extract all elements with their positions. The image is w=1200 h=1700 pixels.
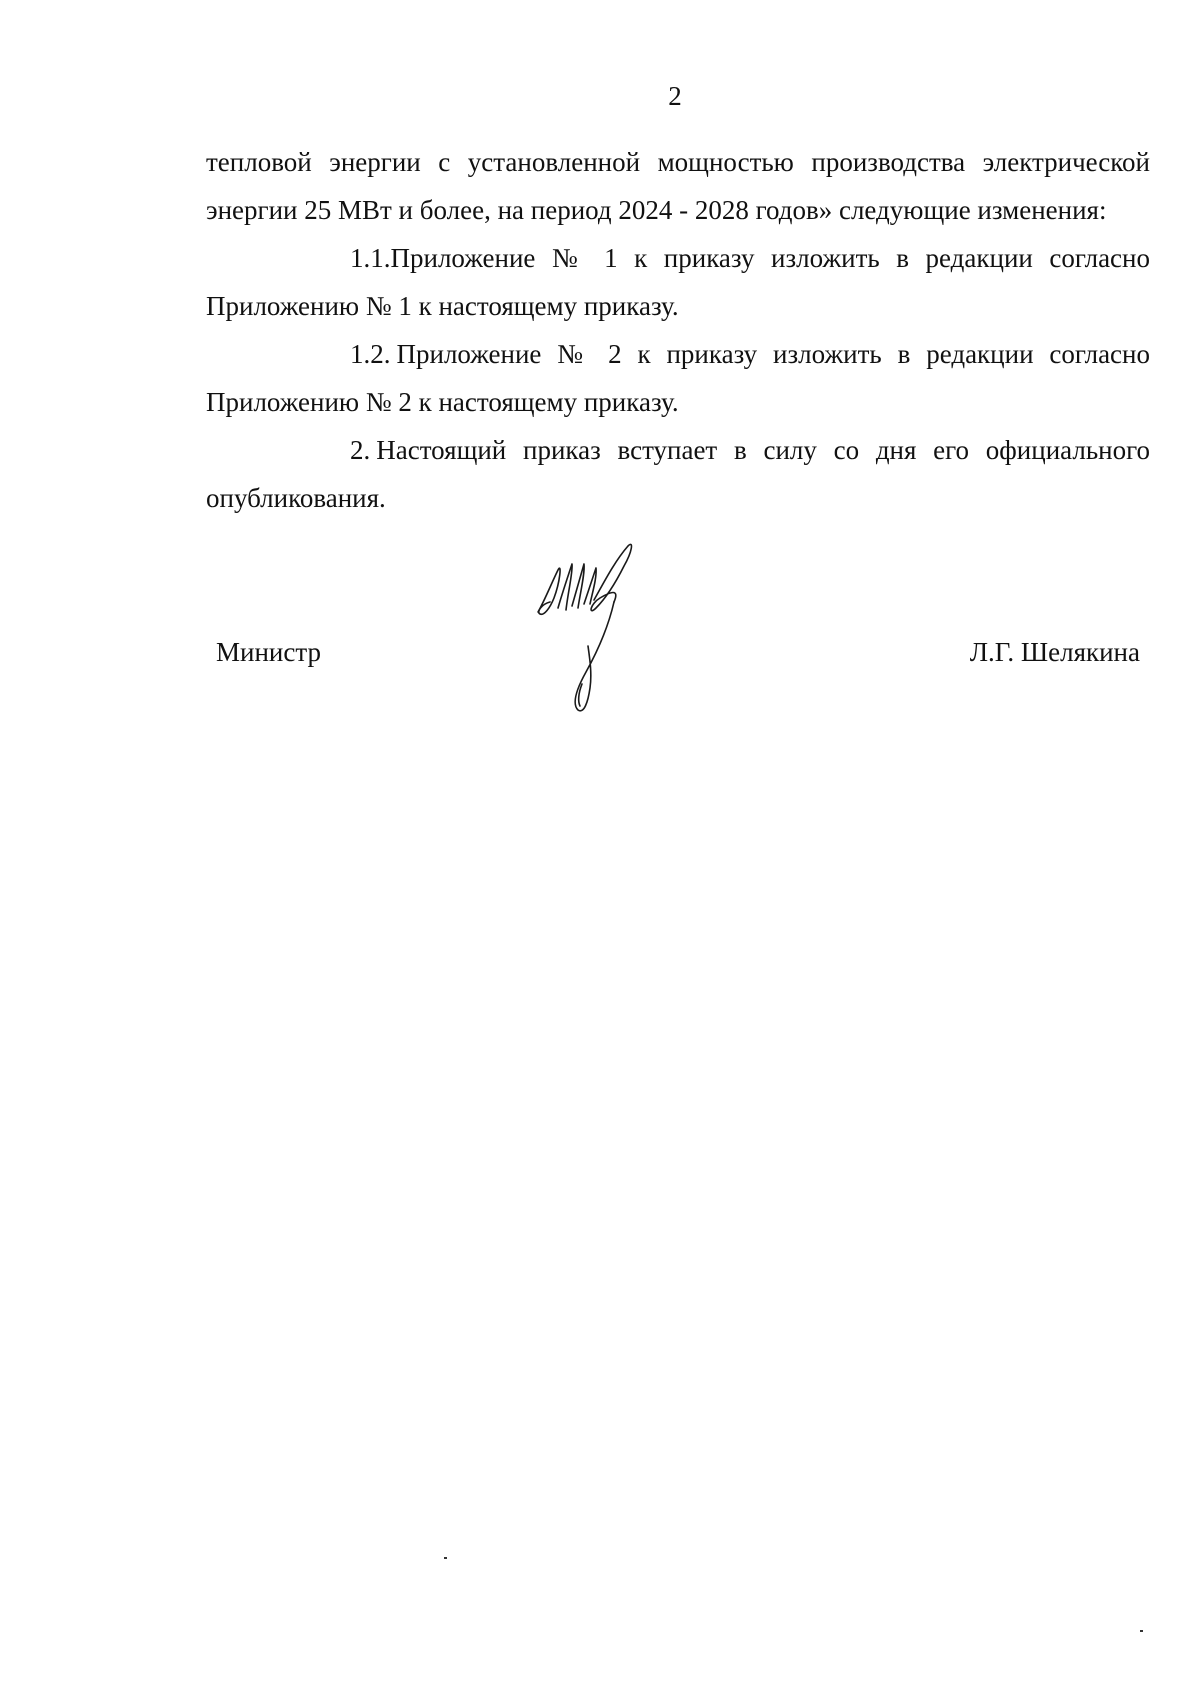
item-2-text: Настоящий приказ вступает в силу со дня его официального опубликования. — [206, 435, 1150, 513]
document-body — [206, 138, 1150, 522]
continuation-line-2: энергии 25 МВт и более, на период 2024 - 2028 годов» следующие изменения: — [206, 195, 1107, 225]
item-1-2-paragraph — [206, 330, 1150, 426]
item-2-number: 2. — [350, 435, 371, 465]
scan-speck-1 — [444, 1557, 447, 1559]
signer-title: Министр — [216, 637, 321, 667]
item-1-1-text: Приложение № 1 к приказу изложить в редакции согласно Приложению № 1 к настоящему приказу. — [206, 243, 1150, 321]
item-2-paragraph — [206, 426, 1150, 522]
item-1-1-paragraph — [206, 234, 1150, 330]
page-number: 2 — [668, 81, 682, 111]
item-1-2-text: Приложение № 2 к приказу изложить в редакции согласно Приложению № 2 к настоящему приказу. — [206, 339, 1150, 417]
scan-speck-2 — [1140, 1630, 1143, 1632]
signer-name: Л.Г. Шелякина — [969, 637, 1140, 667]
continuation-paragraph — [206, 138, 1150, 234]
item-1-1-number: 1.1. — [350, 243, 391, 273]
continuation-line-1: тепловой энергии с установленной мощностью производства электрической — [206, 147, 1150, 177]
item-1-2-number: 1.2. — [350, 339, 391, 369]
handwritten-signature — [530, 542, 670, 742]
